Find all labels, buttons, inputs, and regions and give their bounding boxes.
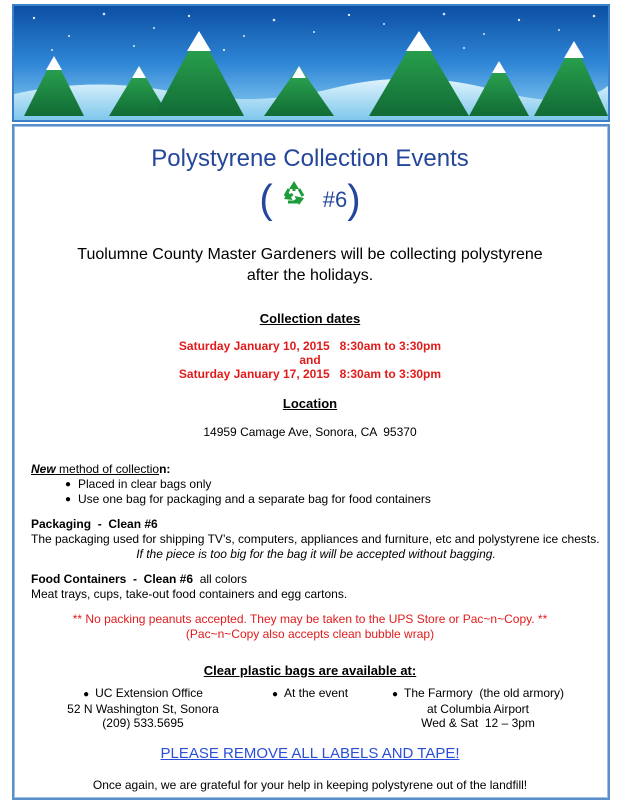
food-section (31, 572, 601, 602)
list-item: ● Use one bag for packaging and a separate bag for food containers (65, 492, 601, 507)
method-rest: method of collectio (55, 462, 160, 476)
pine-trees-illustration (14, 6, 608, 120)
bag-location-name: UC Extension Office (95, 686, 203, 700)
bag-location-address: at Columbia Airport (426, 702, 530, 716)
food-heading: Food Containers - Clean #6 (31, 572, 194, 586)
location-heading-text: Location (282, 396, 338, 411)
date-2: Saturday January 17, 2015 8:30am to 3:30pm (178, 367, 442, 381)
method-heading (31, 462, 601, 477)
packaging-text: The packaging used for shipping TV’s, computers, appliances and furniture, etc and polystyrene ice chests. (31, 532, 600, 546)
method-new: New (31, 462, 56, 476)
packaging-note: If the piece is too big for the bag it will be accepted without bagging. (136, 547, 496, 561)
packaging-heading: Packaging - Clean #6 (31, 517, 158, 531)
location-heading (0, 395, 620, 413)
food-colors: all colors (193, 572, 248, 586)
intro-line-2: after the holidays. (246, 267, 374, 284)
resin-number: #6 (322, 186, 348, 212)
bags-heading (0, 662, 620, 680)
method-tail: n: (159, 462, 171, 476)
remove-labels-notice: PLEASE REMOVE ALL LABELS AND TAPE! (160, 745, 460, 762)
food-text: Meat trays, cups, take-out food containers and egg cartons. (31, 587, 348, 601)
intro-text (0, 244, 620, 286)
open-paren: ( (259, 177, 273, 222)
resin-code-heading (0, 178, 620, 220)
packaging-section (31, 517, 601, 562)
peanuts-line-2: (Pac~n~Copy also accepts clean bubble wrap) (185, 627, 435, 641)
bag-location-uc-extension (58, 686, 228, 730)
winter-banner (12, 4, 610, 122)
bag-location-hours: Wed & Sat 12 – 3pm (421, 716, 535, 730)
bag-location-address: 52 N Washington St, Sonora (67, 702, 219, 716)
bag-location-farmory (378, 686, 578, 730)
peanuts-line-1: ** No packing peanuts accepted. They may be taken to the UPS Store or Pac~n~Copy. ** (72, 612, 548, 626)
bag-location-phone: (209) 533.5695 (102, 716, 184, 730)
location-address: 14959 Camage Ave, Sonora, CA 95370 (203, 425, 417, 439)
date-1: Saturday January 10, 2015 8:30am to 3:30pm (178, 339, 442, 353)
bags-heading-text: Clear plastic bags are available at: (203, 663, 417, 678)
food-heading-line (31, 572, 601, 587)
method-list (31, 477, 601, 507)
recycle-icon (279, 178, 309, 221)
collection-heading-text: Collection dates (259, 311, 361, 326)
bag-location-name: At the event (284, 686, 349, 700)
bullet-icon: ● (271, 689, 278, 700)
collection-dates (0, 339, 620, 381)
bag-location-name: The Farmory (the old armory) (404, 686, 565, 700)
date-and: and (299, 353, 321, 367)
method-section (31, 462, 601, 507)
bag-location-event (255, 686, 365, 702)
closing-text: Once again, we are grateful for your help in keeping polystyrene out of the landfill! (92, 778, 528, 792)
intro-line-1: Tuolumne County Master Gardeners will be collecting polystyrene (77, 246, 543, 263)
close-paren: ) (347, 177, 361, 222)
bullet-icon: ● (83, 689, 90, 700)
bullet-icon: ● (391, 689, 398, 700)
page-title: Polystyrene Collection Events (151, 145, 469, 172)
collection-heading (0, 310, 620, 328)
peanuts-notice (0, 612, 620, 642)
list-item: ● Placed in clear bags only (65, 477, 601, 492)
